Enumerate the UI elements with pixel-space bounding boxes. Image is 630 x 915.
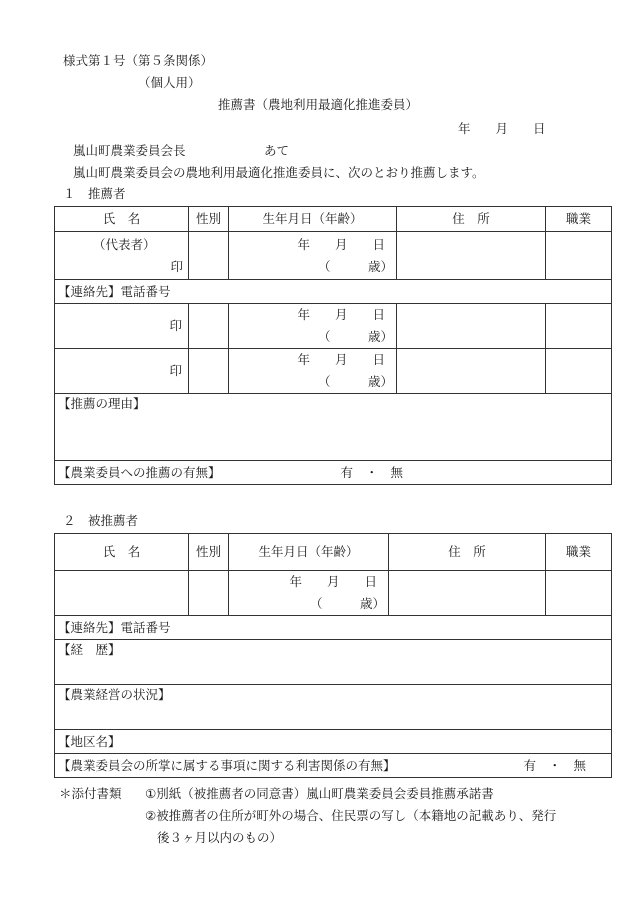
seal-mark: 印: [170, 258, 183, 274]
name-cell[interactable]: [55, 349, 189, 394]
interest-row[interactable]: [55, 754, 612, 778]
district-row[interactable]: [55, 730, 612, 754]
interest-choice[interactable]: 有 ・ 無: [523, 757, 586, 773]
col-sex: 性別: [189, 207, 229, 232]
sex-cell[interactable]: [189, 232, 229, 280]
farm-committee-choice[interactable]: 有 ・ 無: [340, 464, 403, 480]
section1-heading: １ 推薦者: [63, 186, 126, 201]
recommender-row[interactable]: [55, 349, 612, 394]
attachment-item-2-cont: 後３ヶ月以内のもの）: [157, 830, 283, 845]
interest-label: 【農業委員会の所掌に属する事項に関する利害関係の有無】: [58, 757, 396, 773]
dob-date: 年 月 日: [297, 236, 385, 252]
reason-label: 【推薦の理由】: [55, 394, 612, 461]
dob-date: 年 月 日: [297, 307, 385, 322]
col-name: 氏 名: [55, 534, 189, 571]
dob-cell[interactable]: [229, 304, 397, 349]
dob-cell[interactable]: [229, 349, 397, 394]
col-name: 氏 名: [55, 207, 189, 232]
nominee-contact-row[interactable]: [55, 616, 612, 640]
dob-date: 年 月 日: [289, 574, 377, 589]
address-cell[interactable]: [397, 304, 546, 349]
seal-mark: 印: [169, 318, 182, 333]
col-dob: 生年月日（年齢）: [229, 207, 397, 232]
recommender-header-row: [55, 207, 612, 232]
name-cell[interactable]: [55, 304, 189, 349]
dob-cell[interactable]: [229, 571, 389, 616]
nominee-header-row: [55, 534, 612, 571]
address-cell[interactable]: [397, 232, 546, 280]
attachment-item-2: ②被推薦者の住所が町外の場合、住民票の写し（本籍地の記載あり、発行: [145, 808, 557, 823]
col-address: 住 所: [397, 207, 546, 232]
sex-cell[interactable]: [189, 304, 229, 349]
sex-cell[interactable]: [189, 571, 229, 616]
sex-cell[interactable]: [189, 349, 229, 394]
contact-label: 【連絡先】電話番号: [55, 616, 612, 640]
address-cell[interactable]: [397, 349, 546, 394]
occupation-cell[interactable]: [546, 349, 612, 394]
date-line: 年 月 日: [458, 121, 546, 136]
attachments-label: ＊添付書類: [59, 786, 122, 801]
dob-age: （ 歳）: [317, 258, 393, 274]
name-cell[interactable]: [55, 232, 189, 280]
addressee: 嵐山町農業委員会長: [73, 143, 186, 158]
contact-label: 【連絡先】電話番号: [55, 280, 612, 304]
intro-text: 嵐山町農業委員会の農地利用最適化推進委員に、次のとおり推薦します。: [73, 165, 485, 180]
document-title: 推薦書（農地利用最適化推進委員）: [218, 97, 419, 112]
recommender-row[interactable]: [55, 304, 612, 349]
nominee-row[interactable]: [55, 571, 612, 616]
career-label: 【経 歴】: [55, 640, 612, 685]
dob-age: （ 歳）: [317, 374, 393, 389]
recommender-row-representative[interactable]: [55, 232, 612, 280]
dob-age: （ 歳）: [317, 329, 393, 344]
address-cell[interactable]: [389, 571, 546, 616]
seal-mark: 印: [169, 363, 182, 378]
form-type: （個人用）: [138, 75, 201, 90]
recommender-contact-row[interactable]: [55, 280, 612, 304]
farm-committee-row[interactable]: [55, 461, 612, 485]
district-label: 【地区名】: [55, 730, 612, 754]
recommender-table: [54, 206, 612, 485]
farming-row[interactable]: [55, 685, 612, 730]
section2-heading: ２ 被推薦者: [63, 513, 139, 528]
occupation-cell[interactable]: [546, 571, 612, 616]
dob-date: 年 月 日: [297, 352, 385, 367]
col-occupation: 職業: [546, 207, 612, 232]
reason-row[interactable]: [55, 394, 612, 461]
attachment-item-1: ①別紙（被推薦者の同意書）嵐山町農業委員会委員推薦承諾書: [145, 786, 494, 801]
col-occupation: 職業: [546, 534, 612, 571]
farm-committee-label: 【農業委員への推薦の有無】: [58, 464, 221, 480]
nominee-table: [54, 533, 612, 778]
form-number: 様式第１号（第５条関係）: [63, 53, 214, 68]
occupation-cell[interactable]: [546, 304, 612, 349]
col-dob: 生年月日（年齢）: [229, 534, 389, 571]
farming-label: 【農業経営の状況】: [55, 685, 612, 730]
occupation-cell[interactable]: [546, 232, 612, 280]
dob-cell[interactable]: [229, 232, 397, 280]
col-address: 住 所: [389, 534, 546, 571]
dob-age: （ 歳）: [309, 596, 385, 611]
name-cell[interactable]: [55, 571, 189, 616]
representative-label: （代表者）: [93, 236, 156, 252]
addressee-suffix: あて: [264, 143, 290, 158]
career-row[interactable]: [55, 640, 612, 685]
col-sex: 性別: [189, 534, 229, 571]
